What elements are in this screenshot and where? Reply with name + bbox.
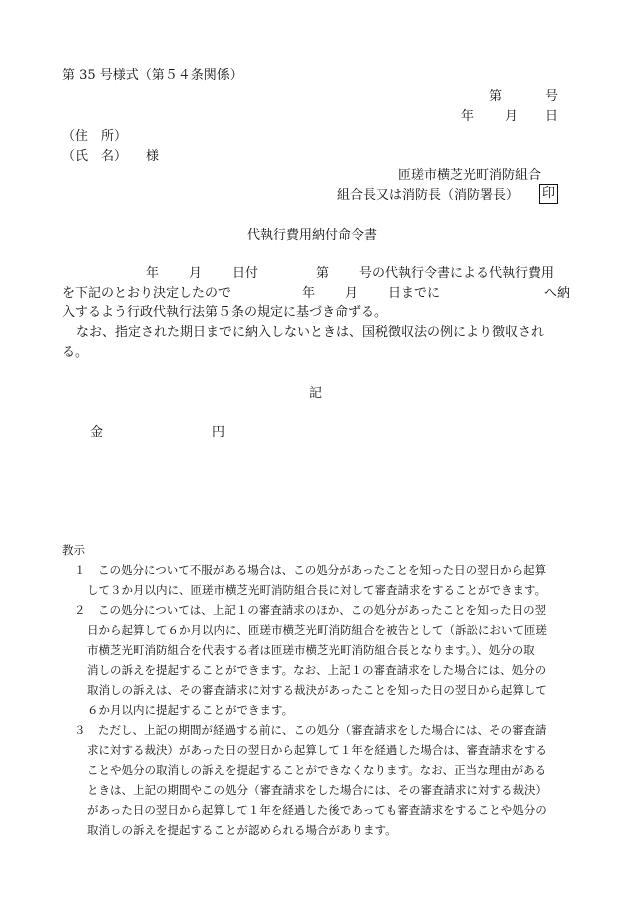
honorific: 様	[146, 149, 160, 164]
doc-number-go: 号	[545, 89, 559, 104]
form-number: 第 35 号様式（第５４条関係）	[62, 68, 243, 83]
body-l1-nen: 年	[146, 266, 160, 281]
notice-line: 取消しの訴えは、その審査請求に対する裁決があったことを知った日の翌日から起算して	[87, 683, 547, 697]
date-tsuki: 月	[505, 109, 519, 124]
notice-line: ときは、上記の期間やこの処分（審査請求をした場合には、その審査請求に対する裁決）	[87, 783, 547, 797]
body-l2-nen: 年	[302, 286, 316, 301]
notice-line: ただし、上記の期間が経過する前に、この処分（審査請求をした場合には、その審査請	[98, 723, 547, 737]
date-hi: 日	[545, 109, 559, 124]
name-label: （氏 名）	[62, 149, 128, 164]
notice-line: 取消しの訴えを提起することが認められる場合があります。	[87, 823, 397, 837]
body-l1-tsuki: 月	[189, 266, 203, 281]
body-l3: 入するよう行政代執行法第５条の規定に基づき命ずる。	[62, 305, 388, 320]
notice-line: があった日の翌日から起算して１年を経過した後であっても審査請求をすることや処分の	[87, 803, 547, 817]
amount-kin: 金	[90, 425, 104, 440]
document-title: 代執行費用納付命令書	[247, 228, 378, 243]
body-l2-tsuki: 月	[345, 286, 359, 301]
notice-line: ことや処分の取消しの訴えを提起することができなくなります。なお、正当な理由がある	[87, 763, 547, 777]
notice-line: 市横芝光町消防組合を代表する者は匝瑳市横芝光町消防組合長となります。）、処分の取	[87, 643, 535, 657]
body-l2-start: を下記のとおり決定したので	[62, 286, 232, 301]
issuer-title: 組合長又は消防長（消防署長）	[337, 188, 520, 203]
notice-item-number: １	[74, 563, 86, 577]
notice-line: この処分については、上記１の審査請求のほか、この処分があったことを知った日の翌	[98, 603, 547, 617]
body-p2-l1: なお、指定された期日までに納入しないときは、国税徴収法の例により徴収され	[76, 325, 545, 340]
date-nen: 年	[461, 109, 475, 124]
notice-line: して３か月以内に、匝瑳市横芝光町消防組合長に対して審査請求をすることができます。	[87, 583, 547, 597]
notice-heading: 教示	[62, 543, 85, 557]
body-l1-rest: 号の代執行令書による代執行費用	[359, 266, 555, 281]
notice-line: 日から起算して６か月以内に、匝瑳市横芝光町消防組合を被告として（訴訟において匝瑳	[87, 623, 547, 637]
amount-en: 円	[212, 425, 226, 440]
body-l1-hi: 日付	[232, 266, 259, 281]
notice-line: 消しの訴えを提起することができます。なお、上記１の審査請求をした場合には、処分の	[87, 663, 547, 677]
body-l1-dai: 第	[316, 266, 330, 281]
issuer-org: 匝瑳市横芝光町消防組合	[398, 168, 542, 183]
notice-item-number: ３	[74, 723, 86, 737]
notice-line: 求に対する裁決）があった日の翌日から起算して１年を経過した場合は、審査請求をする	[87, 743, 547, 757]
notice-line: ６か月以内に提起することができます。	[87, 703, 294, 717]
seal-box: 印	[539, 184, 558, 204]
notice-line: この処分について不服がある場合は、この処分があったことを知った日の翌日から起算	[98, 563, 547, 577]
body-l2-hi: 日までに	[388, 286, 441, 301]
notice-item-number: ２	[74, 603, 86, 617]
doc-number-dai: 第	[489, 89, 503, 104]
address-label: （住 所）	[62, 129, 128, 144]
body-p2-l2: る。	[62, 345, 89, 360]
body-l2-end: へ納	[544, 286, 571, 301]
ki-mark: 記	[309, 386, 323, 401]
